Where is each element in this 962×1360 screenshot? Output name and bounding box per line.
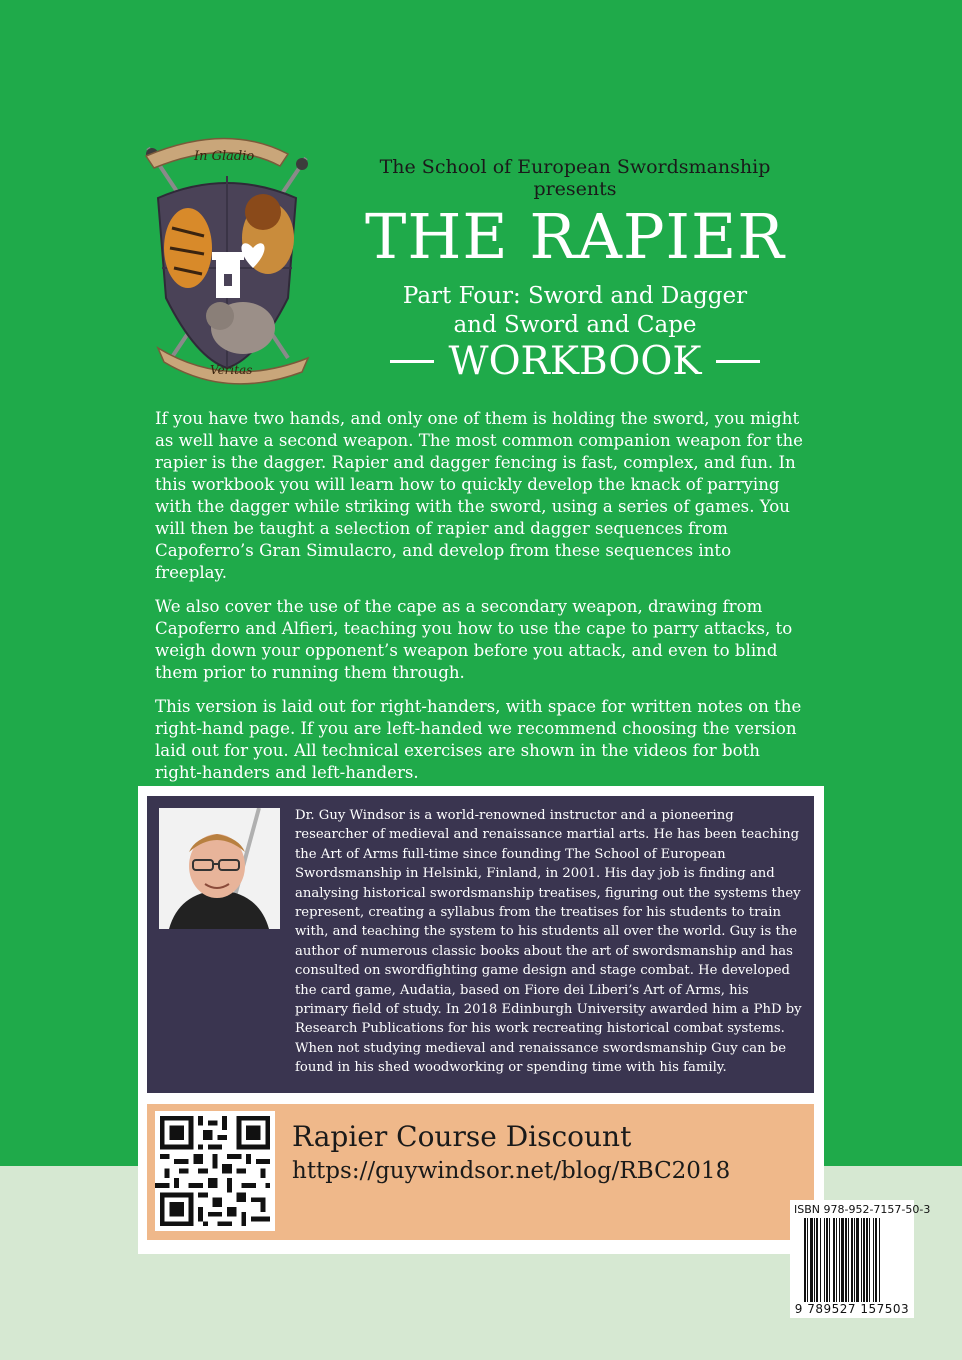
discount-title: Rapier Course Discount [292,1120,632,1153]
barcode-bar [854,1218,855,1302]
workbook-label [340,339,810,384]
author-portrait-icon [159,808,280,929]
presents-line: The School of European Swordsmanship presents [379,156,771,200]
barcode-bar [879,1218,880,1302]
barcode-bar [814,1218,815,1302]
barcode-bar [861,1218,862,1302]
barcode-bar [820,1218,821,1302]
barcode-bar [804,1218,806,1302]
book-title: THE RAPIER [365,200,785,273]
dash-divider [716,360,760,363]
barcode-bar [810,1218,813,1302]
book-blurb [155,408,805,796]
author-photo [159,808,280,929]
workbook-text: WORKBOOK [448,339,702,384]
blurb-paragraph-2: We also cover the use of the cape as a secondary weapon, drawing from Capoferro and Alfieri, teaching you how to use the cape to parry attacks, to weigh down your opponent’s weapon before you attack, and even to blind them prior to running them through. [155,597,793,682]
barcode-bar [875,1218,877,1302]
blurb-paragraph-1: If you have two hands, and only one of them is holding the sword, you might as well have a second weapon. The most common companion weapon for the rapier is the dagger. Rapier and dagger fencing is fast, complex, and fun. In this workbook you will learn how to quickly develop the knack of parrying with the dagger while striking with the sword, using a series of games. You will then be taught a selection of rapier and dagger sequences from Capoferro’s Gran Simulacro, and develop from these sequences into freeplay. [155,409,804,582]
barcode-icon [804,1218,908,1302]
barcode-bar [839,1218,840,1302]
barcode-bar [845,1218,847,1302]
barcode-bar [848,1218,849,1302]
qr-code-icon[interactable] [155,1111,275,1231]
crest-motto-top: In Gladio [194,149,255,164]
barcode-bar [836,1218,837,1302]
book-subtitle [340,282,810,340]
barcode-bar [816,1218,818,1302]
barcode-bar [826,1218,828,1302]
barcode-bar [841,1218,844,1302]
barcode-bar [866,1218,868,1302]
barcode-bar [869,1218,870,1302]
crest-motto-bottom: Veritas [210,363,253,377]
barcode-bar [873,1218,874,1302]
barcode-bar [856,1218,859,1302]
barcode-bar [851,1218,853,1302]
subtitle-line-1: Part Four: Sword and Dagger [402,283,748,309]
barcode-bar [807,1218,808,1302]
barcode-bar [829,1218,830,1302]
author-bio-text: Dr. Guy Windsor is a world-renowned instructor and a pioneering researcher of medieval and renaissance martial arts. He has been teaching the Art of Arms full-time since founding The School of European Swordsmanship in Helsinki, Finland, in 2001. His day job is finding and analysing historical swordsmanship treatises, figuring out the systems they represent, creating a syllabus from the treatises for his students to train with, and teaching the system to his students all over the world. Guy is the author of numerous classic books about the art of swordsmanship and has consulted on swordfighting game design and stage combat. He developed the card game, Audatia, based on Fiore dei Liberi’s Art of Arms, his primary field of study. In 2018 Edinburgh University awarded him a PhD by Research Publications for his work recreating historical combat systems. When not studying medieval and renaissance swordsmanship Guy can be found in his shed woodworking or spending time with his family. [295,808,802,1076]
barcode-bar [824,1218,825,1302]
barcode-bar [863,1218,865,1302]
isbn-label: ISBN 978-952-7157-50-3 [794,1203,931,1216]
barcode-digits: 9 789527 157503 [794,1302,910,1316]
subtitle-line-2: and Sword and Cape [453,312,697,338]
dash-divider [390,360,434,363]
blurb-paragraph-3: This version is laid out for right-handers, with space for written notes on the right-hand page. If you are left-handed we recommend choosing the version laid out for you. All technical exercises are shown in the videos for both right-handers and left-handers. [155,697,802,782]
barcode-bar [833,1218,835,1302]
school-crest-icon [138,128,316,386]
discount-url-link[interactable]: https://guywindsor.net/blog/RBC2018 [292,1158,731,1184]
